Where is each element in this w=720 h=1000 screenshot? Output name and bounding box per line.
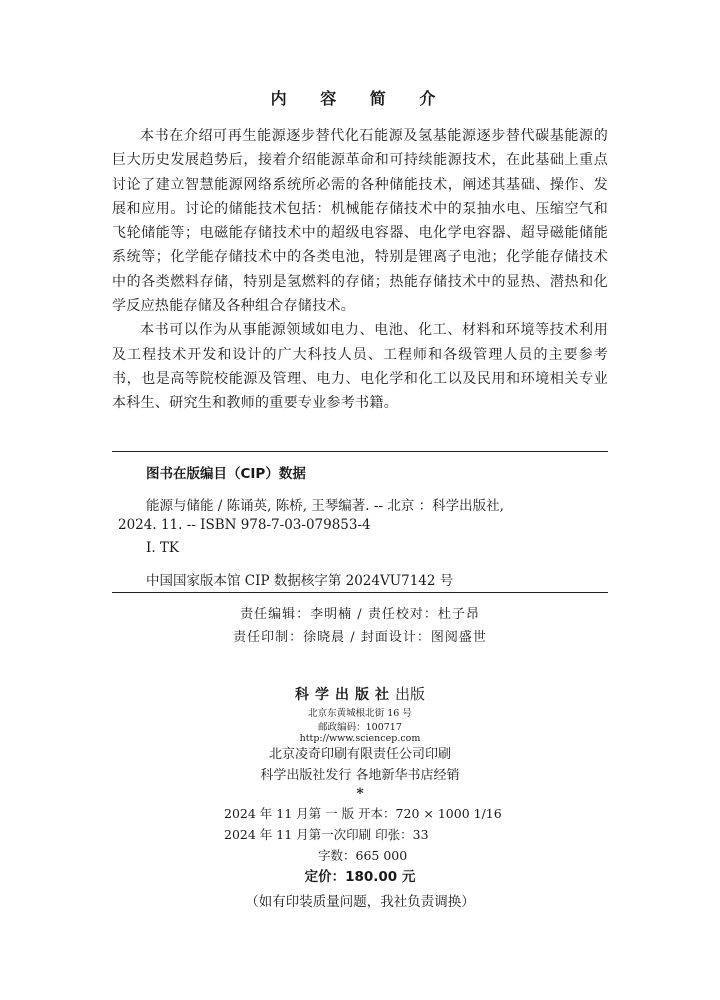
cip-top-rule (112, 451, 608, 452)
publisher-address: 北京东黄城根北街 16 号 (308, 708, 412, 719)
separator-star: * (356, 786, 364, 802)
printer-line: 北京凌奇印刷有限责任公司印刷 (268, 747, 451, 762)
quality-notice: （如有印装质量问题，我社负责调换） (245, 894, 475, 910)
cip-record-number: 中国国家版本馆 CIP 数据核字第 2024VU7142 号 (146, 573, 454, 589)
cip-catalog-line-2: 2024. 11. -- ISBN 978-7-03-079853-4 (118, 517, 371, 533)
word-count: 字数：665 000 (318, 848, 408, 863)
summary-paragraph-2: 本书可以作为从事能源领域如电力、电池、化工、材料和环境等技术利用及工程技术开发和设计的广大科技人员、工程师和各级管理人员的主要参考书，也是高等院校能源及管理、电力、电化学和化工以及民用和环境相关专业本科生、研究生和教师的重要专业参考书籍。 (112, 322, 608, 412)
cip-catalog-line-1: 能源与储能 / 陈诵英, 陈桥, 王琴编著. -- 北京 ：科学出版社, (146, 498, 504, 514)
publisher-brand: 科学出版社 (294, 687, 395, 703)
publisher-imprint (0, 683, 720, 704)
publisher-website: http://www.sciencep.com (299, 733, 421, 744)
staff-credits-line-1: 责任编辑：李明楠 / 责任校对：杜子昂 (240, 607, 480, 622)
summary-paragraph-1: 本书在介绍可再生能源逐步替代化石能源及氢基能源逐步替代碳基能源的巨大历史发展趋势后，接着介绍能源革命和可持续能源技术，在此基础上重点讨论了建立智慧能源网络系统所必需的各种储能技术，阐述其基础、操作、发展和应用。讨论的储能技术包括：机械能存储技术中的泵抽水电、压缩空气和飞轮储能等；电磁能存储技术中的超级电容器、电化学电容器、超导磁能储能系统等；化学能存储技术中的各类电池，特别是锂离子电池；化学能存储技术中的各类燃料存储，特别是氢燃料的存储；热能存储技术中的显热、潜热和化学反应热能存储及各种组合存储技术。 (112, 128, 608, 315)
staff-credits-line-2: 责任印制：徐晓晨 / 封面设计：图阅盛世 (233, 630, 487, 645)
summary-section (112, 124, 608, 416)
edition-line: 2024 年 11 月第 一 版 开本：720 × 1000 1/16 (224, 806, 502, 821)
price: 定价：180.00 元 (304, 869, 416, 885)
page-title: 内 容 简 介 (270, 89, 450, 108)
cip-bottom-rule (112, 592, 608, 593)
publisher-suffix: 出版 (394, 685, 425, 703)
cip-heading: 图书在版编目（CIP）数据 (146, 466, 306, 482)
publisher-postcode: 邮政编码：100717 (318, 722, 402, 733)
printing-line: 2024 年 11 月第一次印刷 印张：33 (224, 827, 429, 842)
cip-classification: Ⅰ. TK (146, 540, 180, 556)
distribution-line: 科学出版社发行 各地新华书店经销 (260, 768, 460, 783)
